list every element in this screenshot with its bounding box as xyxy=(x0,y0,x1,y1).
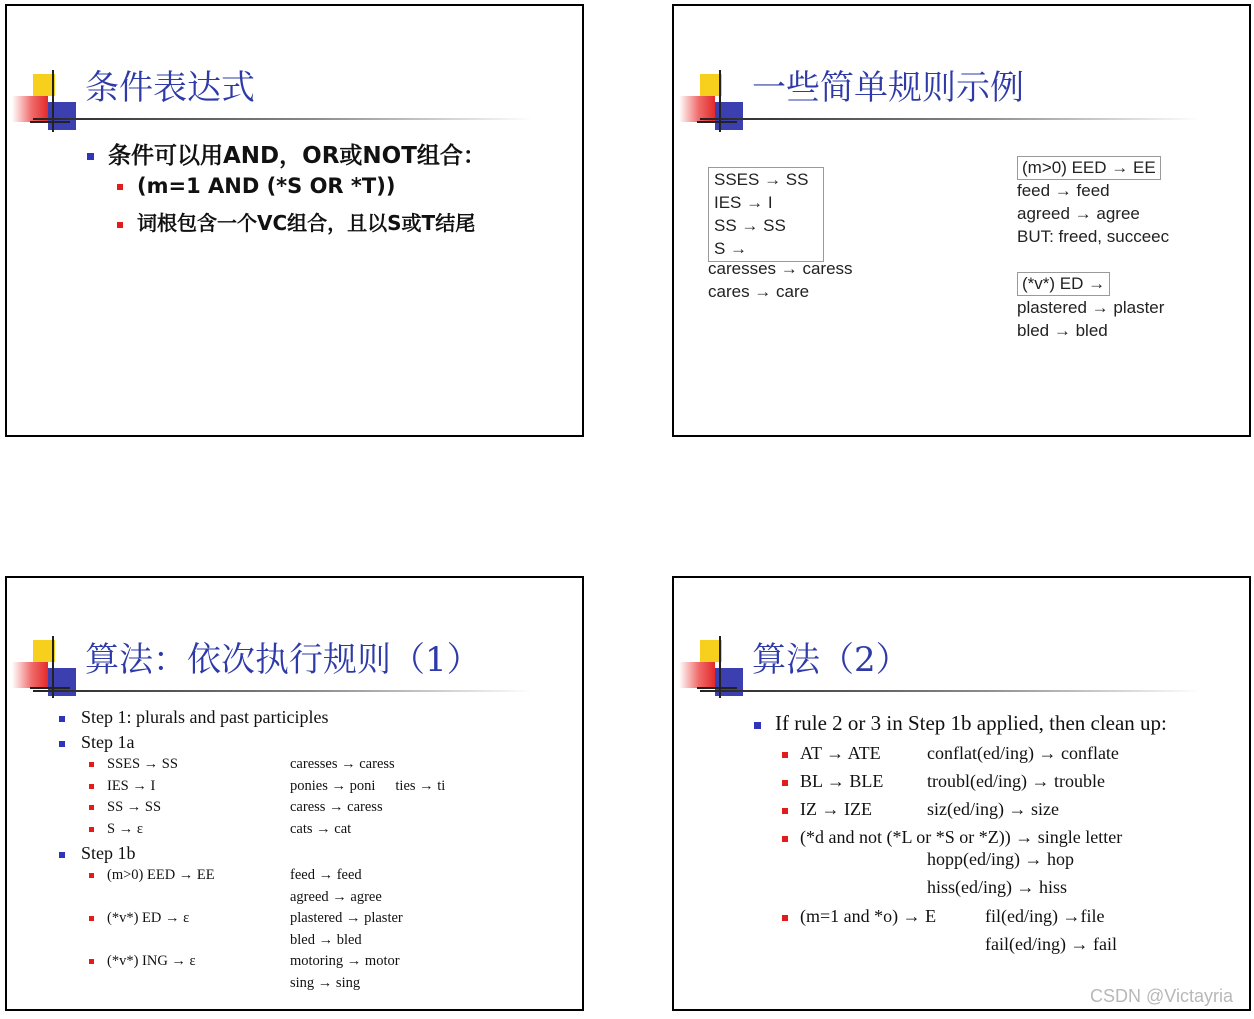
example-line: troubl(ed/ing) → trouble xyxy=(927,771,1105,791)
example-line: conflat(ed/ing) → conflate xyxy=(927,743,1119,763)
bullet-item xyxy=(87,137,486,170)
step1a-rules xyxy=(89,754,178,840)
rule-text: (*v*) ING → ε xyxy=(107,953,196,969)
rule-text: SS → SS xyxy=(107,799,162,815)
step1b-text: Step 1b xyxy=(81,843,136,863)
example-line: bled → bled xyxy=(290,931,362,948)
slide-simple-rule-examples xyxy=(672,4,1251,437)
slide-conditional-expressions xyxy=(5,4,584,437)
step1b-examples xyxy=(290,865,403,994)
bullet-icon xyxy=(59,716,65,722)
rule-item xyxy=(89,754,178,776)
step1b-bullet xyxy=(59,841,136,865)
title-decoration xyxy=(12,74,92,136)
slide-title: 条件表达式 xyxy=(85,68,255,108)
example-line: BUT: freed, succeec xyxy=(1017,227,1170,246)
rule-text: (m>0) EED → EE xyxy=(107,867,215,883)
rule-text: (*v*) ED → ε xyxy=(107,910,190,926)
ed-example-list xyxy=(1017,296,1164,342)
example-line: plastered → plaster xyxy=(1017,298,1165,317)
title-underline xyxy=(33,118,533,120)
rule-text: (m=1 and *o) → E xyxy=(800,906,937,926)
example-line: cats → cat xyxy=(290,820,352,837)
rule-item xyxy=(89,951,215,973)
title-underline xyxy=(700,118,1200,120)
step1-text: Step 1: plurals and past participles xyxy=(81,707,329,727)
rule-text: (*d and not (*L or *S or *Z)) → single letter xyxy=(800,827,1123,847)
example-line: hiss(ed/ing) → hiss xyxy=(927,877,1068,897)
step1b-rules xyxy=(89,865,215,973)
title-decoration xyxy=(679,74,759,136)
example-line: caress → caress xyxy=(290,799,383,815)
slide-title: 一些简单规则示例 xyxy=(752,68,1024,108)
step1a-bullet xyxy=(59,730,135,754)
sub-bullet-item xyxy=(117,174,395,198)
rule-text: IES → I xyxy=(107,777,156,794)
slide-algorithm-step1 xyxy=(5,576,584,1011)
rule-text: S → ε xyxy=(107,820,143,837)
example-line: hopp(ed/ing) → hop xyxy=(927,849,1074,869)
intro-bullet xyxy=(754,710,1167,736)
bullet-icon xyxy=(754,722,761,729)
intro-text: If rule 2 or 3 in Step 1b applied, then clean up: xyxy=(775,711,1167,735)
slide-title: 算法（2） xyxy=(752,640,910,680)
example-list xyxy=(708,257,853,303)
example-text: ponies → poni xyxy=(290,777,376,794)
step1-bullet xyxy=(59,705,328,729)
eed-rule-box: (m>0) EED → EE xyxy=(1017,156,1161,180)
sub-bullet-text: (m=1 AND (*S OR *T)) xyxy=(137,174,396,198)
sub-bullet-item xyxy=(117,207,475,236)
bullet-text: 条件可以用AND，OR或NOT组合： xyxy=(108,143,486,169)
example-line: siz(ed/ing) → size xyxy=(927,799,1059,819)
watermark: CSDN @Victayria xyxy=(1090,986,1233,1006)
title-decoration xyxy=(679,640,759,702)
example-text: ties → ti xyxy=(395,777,446,794)
rule-item xyxy=(89,776,178,798)
example-line: bled → bled xyxy=(1017,321,1108,340)
o-examples xyxy=(985,902,1117,958)
title-decoration xyxy=(12,640,92,702)
rule-text: SSES → SS xyxy=(107,756,178,772)
example-line xyxy=(290,776,445,798)
bullet-icon xyxy=(117,184,123,190)
bullet-icon xyxy=(117,222,123,228)
o-rule-item xyxy=(782,902,936,930)
example-line: fil(ed/ing) →file xyxy=(985,906,1105,926)
rule-list xyxy=(714,168,808,260)
example-line: caresses → caress xyxy=(708,259,853,278)
example-line: agreed → agree xyxy=(290,888,382,905)
rule-item xyxy=(89,865,215,887)
example-line: cares → care xyxy=(708,282,810,301)
rule-line: SS → SS xyxy=(714,216,786,235)
rule-line: S → xyxy=(714,239,748,258)
slide-title: 算法：依次执行规则（1） xyxy=(85,640,481,680)
ed-rule-box: (*v*) ED → xyxy=(1017,272,1110,296)
rule-item xyxy=(89,797,178,819)
example-line: agreed → agree xyxy=(1017,204,1140,223)
eed-example-list xyxy=(1017,179,1169,248)
sub-bullet-text: 词根包含一个VC组合，且以S或T结尾 xyxy=(137,211,476,235)
slide-algorithm-step2 xyxy=(672,576,1251,1011)
rule-text: AT → ATE xyxy=(800,743,881,763)
rule-line: IES → I xyxy=(714,193,773,212)
step1a-examples xyxy=(290,754,445,840)
bullet-icon xyxy=(59,741,65,747)
example-line: caresses → caress xyxy=(290,756,395,772)
title-underline xyxy=(700,690,1200,692)
title-underline xyxy=(33,690,533,692)
bullet-icon xyxy=(59,852,65,858)
cleanup-examples xyxy=(927,739,1119,823)
rule-text: BL → BLE xyxy=(800,771,884,791)
double-examples xyxy=(927,845,1074,901)
example-line: motoring → motor xyxy=(290,953,400,969)
example-line: plastered → plaster xyxy=(290,910,403,926)
example-line: feed → feed xyxy=(290,867,362,883)
rule-text: IZ → IZE xyxy=(800,799,872,819)
rule-item xyxy=(89,908,215,930)
step1a-text: Step 1a xyxy=(81,732,135,752)
rule-item xyxy=(89,819,178,841)
example-line: sing → sing xyxy=(290,974,361,991)
example-line: feed → feed xyxy=(1017,181,1110,200)
bullet-icon xyxy=(87,153,94,160)
example-line: fail(ed/ing) → fail xyxy=(985,934,1117,954)
rule-line: SSES → SS xyxy=(714,170,809,189)
